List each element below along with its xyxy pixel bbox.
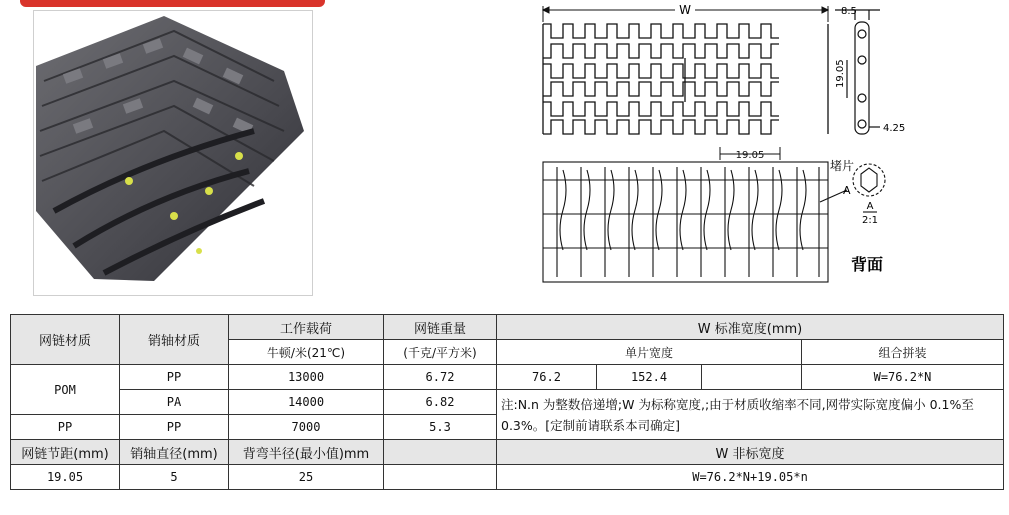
header-combo: 组合拼装 bbox=[802, 340, 1004, 365]
header-standard-width: W 标准宽度(mm) bbox=[497, 315, 1004, 340]
header-pitch: 网链节距(mm) bbox=[11, 440, 120, 465]
modular-belt-illustration bbox=[34, 11, 312, 295]
dim-w-label: W bbox=[679, 3, 691, 17]
load-unit: 牛顿/米(21℃) bbox=[229, 340, 384, 365]
header-nonstandard-width: W 非标宽度 bbox=[497, 440, 1004, 465]
header-pin-material: 销轴材质 bbox=[120, 315, 229, 365]
width-note: 注:N.n 为整数倍递增;W 为标称宽度,;由于材质收缩率不同,网带实际宽度偏小 0.1%至 0.3%。[定制前请联系本司确定] bbox=[497, 390, 1004, 440]
header-bend-radius: 背弯半径(最小值)mm bbox=[229, 440, 384, 465]
weight-value: 6.82 bbox=[384, 390, 497, 415]
back-side-label: 背面 bbox=[851, 255, 884, 274]
blank-cell bbox=[384, 465, 497, 490]
header-single-width: 单片宽度 bbox=[497, 340, 802, 365]
bottom-view bbox=[543, 162, 885, 282]
top-view bbox=[543, 24, 828, 134]
header-accent-bar bbox=[20, 0, 325, 7]
table-row bbox=[11, 465, 1004, 490]
width-76.2: 76.2 bbox=[497, 365, 597, 390]
header-chain-material: 网链材质 bbox=[11, 315, 120, 365]
weight-unit: (千克/平方米) bbox=[384, 340, 497, 365]
material-pp: PP bbox=[11, 415, 120, 440]
width-empty bbox=[702, 365, 802, 390]
bend-radius-value: 25 bbox=[229, 465, 384, 490]
table-row bbox=[11, 365, 1004, 390]
load-value: 14000 bbox=[229, 390, 384, 415]
pin-pp: PP bbox=[120, 415, 229, 440]
header-blank bbox=[384, 440, 497, 465]
pin-pa: PA bbox=[120, 390, 229, 415]
load-value: 13000 bbox=[229, 365, 384, 390]
dim-19.05-vertical-label: 19.05 bbox=[835, 59, 846, 88]
product-photo bbox=[33, 10, 313, 296]
pitch-value: 19.05 bbox=[11, 465, 120, 490]
header-pin-diameter: 销轴直径(mm) bbox=[120, 440, 229, 465]
section-a-label: A bbox=[843, 184, 851, 197]
header-working-load: 工作载荷 bbox=[229, 315, 384, 340]
nonstandard-formula: W=76.2*N+19.05*n bbox=[497, 465, 1004, 490]
plug-label: 堵片 bbox=[830, 159, 855, 173]
header-chain-weight: 网链重量 bbox=[384, 315, 497, 340]
weight-value: 6.72 bbox=[384, 365, 497, 390]
pin-diameter-value: 5 bbox=[120, 465, 229, 490]
dim-19.05-horizontal-label: 19.05 bbox=[735, 150, 765, 161]
dim-8.5-label: 8.5 bbox=[841, 6, 857, 17]
width-152.4: 152.4 bbox=[597, 365, 702, 390]
dim-4.25-label: 4.25 bbox=[883, 123, 906, 134]
combo-formula: W=76.2*N bbox=[802, 365, 1004, 390]
material-pom: POM bbox=[11, 365, 120, 415]
pin-pp: PP bbox=[120, 365, 229, 390]
spec-table bbox=[10, 314, 1004, 490]
load-value: 7000 bbox=[229, 415, 384, 440]
table-row bbox=[11, 390, 1004, 415]
detail-a-label: A bbox=[866, 201, 874, 212]
detail-scale-label: 2:1 bbox=[861, 215, 879, 226]
weight-value: 5.3 bbox=[384, 415, 497, 440]
technical-drawing bbox=[535, 2, 915, 292]
